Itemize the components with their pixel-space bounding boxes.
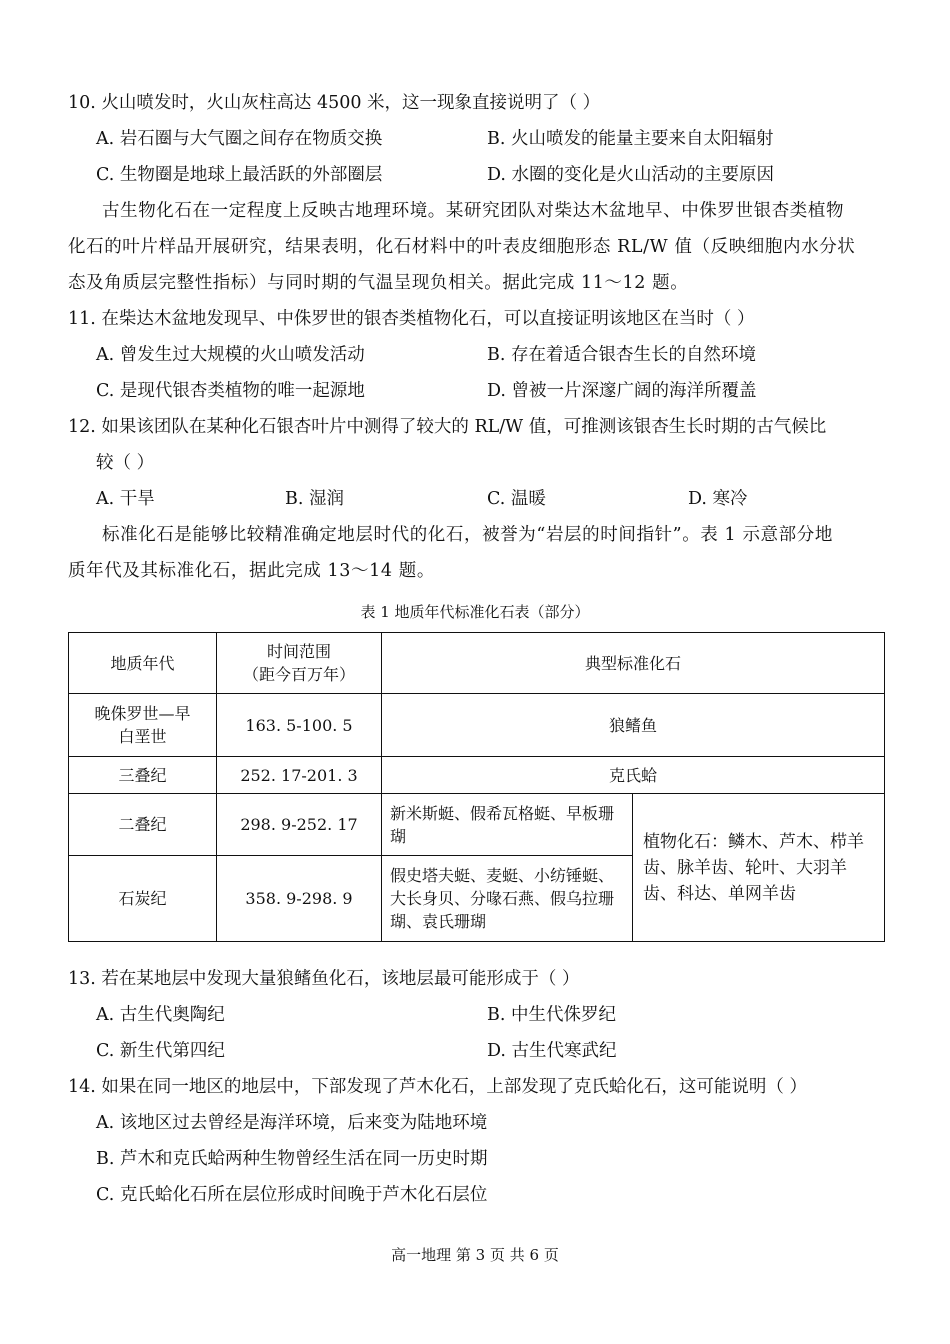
q12-option-b: B. 湿润 [285, 489, 344, 509]
row4-range: 358. 9-298. 9 [217, 856, 382, 942]
row1-era-line2: 白垩世 [118, 727, 167, 746]
material1-line3: 态及角质层完整性指标）与同时期的气温呈现负相关。据此完成 11～12 题。 [68, 273, 689, 293]
q13-stem: 13. 若在某地层中发现大量狼鳍鱼化石，该地层最可能形成于（ ） [68, 969, 580, 989]
q10-option-a: A. 岩石圈与大气圈之间存在物质交换 [96, 129, 383, 149]
table-row [69, 694, 885, 757]
q12-option-a: A. 干旱 [96, 489, 155, 509]
q11-option-d: D. 曾被一片深邃广阔的海洋所覆盖 [487, 381, 757, 401]
row1-range: 163. 5-100. 5 [217, 694, 382, 757]
row2-range: 252. 17-201. 3 [217, 757, 382, 794]
material1-line2: 化石的叶片样品开展研究，结果表明，化石材料中的叶表皮细胞形态 RL/W 值（反映细胞内水分状 [68, 237, 856, 257]
row3-fossil: 新米斯蜓、假希瓦格蜓、早板珊瑚 [382, 794, 633, 856]
q12-option-c: C. 温暖 [487, 489, 546, 509]
plant-fossil-cell: 植物化石：鳞木、芦木、栉羊齿、脉羊齿、轮叶、大羽羊齿、科达、单网羊齿 [633, 794, 885, 942]
header-range-line1: 时间范围 [266, 642, 331, 661]
header-era: 地质年代 [69, 633, 217, 694]
table-caption: 表 1 地质年代标准化石表（部分） [360, 603, 590, 621]
row3-range: 298. 9-252. 17 [217, 794, 382, 856]
q13-option-d: D. 古生代寒武纪 [487, 1041, 617, 1061]
q12-stem-line1: 12. 如果该团队在某种化石银杏叶片中测得了较大的 RL/W 值，可推测该银杏生长时期的古气候比 [68, 417, 827, 437]
header-range [217, 633, 382, 694]
fossil-table [68, 632, 885, 942]
q14-option-b: B. 芦木和克氏蛤两种生物曾经生活在同一历史时期 [96, 1149, 488, 1169]
q12-option-d: D. 寒冷 [688, 489, 748, 509]
row4-era: 石炭纪 [69, 856, 217, 942]
row1-fossil: 狼鳍鱼 [382, 694, 885, 757]
q11-option-b: B. 存在着适合银杏生长的自然环境 [487, 345, 756, 365]
table-row [69, 757, 885, 794]
row4-fossil: 假史塔夫蜓、麦蜓、小纺锤蜓、大长身贝、分喙石燕、假乌拉珊瑚、袁氏珊瑚 [382, 856, 633, 942]
q11-option-a: A. 曾发生过大规模的火山喷发活动 [96, 345, 365, 365]
row1-era-line1: 晚侏罗世—早 [94, 704, 191, 723]
q14-option-a: A. 该地区过去曾经是海洋环境，后来变为陆地环境 [96, 1113, 488, 1133]
material2-line2: 质年代及其标准化石，据此完成 13～14 题。 [68, 561, 435, 581]
q10-option-d: D. 水圈的变化是火山活动的主要原因 [487, 165, 775, 185]
row2-era: 三叠纪 [69, 757, 217, 794]
header-range-line2: （距今百万年） [242, 665, 355, 684]
page-footer: 高一地理 第 3 页 共 6 页 [391, 1246, 559, 1264]
row2-fossil: 克氏蛤 [382, 757, 885, 794]
q10-stem: 10. 火山喷发时，火山灰柱高达 4500 米，这一现象直接说明了（ ） [68, 93, 601, 113]
q14-option-c: C. 克氏蛤化石所在层位形成时间晚于芦木化石层位 [96, 1185, 488, 1205]
q13-option-c: C. 新生代第四纪 [96, 1041, 225, 1061]
q10-option-c: C. 生物圈是地球上最活跃的外部圈层 [96, 165, 383, 185]
material1-line1: 古生物化石在一定程度上反映古地理环境。某研究团队对柴达木盆地早、中侏罗世银杏类植物 [102, 201, 845, 221]
header-fossil: 典型标准化石 [382, 633, 885, 694]
q10-option-b: B. 火山喷发的能量主要来自太阳辐射 [487, 129, 774, 149]
material2-line1: 标准化石是能够比较精准确定地层时代的化石，被誉为“岩层的时间指针”。表 1 示意部分地 [102, 525, 833, 545]
q12-stem-line2: 较（ ） [96, 453, 155, 473]
q14-stem: 14. 如果在同一地区的地层中，下部发现了芦木化石，上部发现了克氏蛤化石，这可能说明（ ） [68, 1077, 807, 1097]
q13-option-a: A. 古生代奥陶纪 [96, 1005, 225, 1025]
q13-option-b: B. 中生代侏罗纪 [487, 1005, 616, 1025]
row3-era: 二叠纪 [69, 794, 217, 856]
q11-option-c: C. 是现代银杏类植物的唯一起源地 [96, 381, 365, 401]
table-row [69, 794, 885, 856]
q11-stem: 11. 在柴达木盆地发现早、中侏罗世的银杏类植物化石，可以直接证明该地区在当时（ ） [68, 309, 755, 329]
table-header-row [69, 633, 885, 694]
row1-era [69, 694, 217, 757]
